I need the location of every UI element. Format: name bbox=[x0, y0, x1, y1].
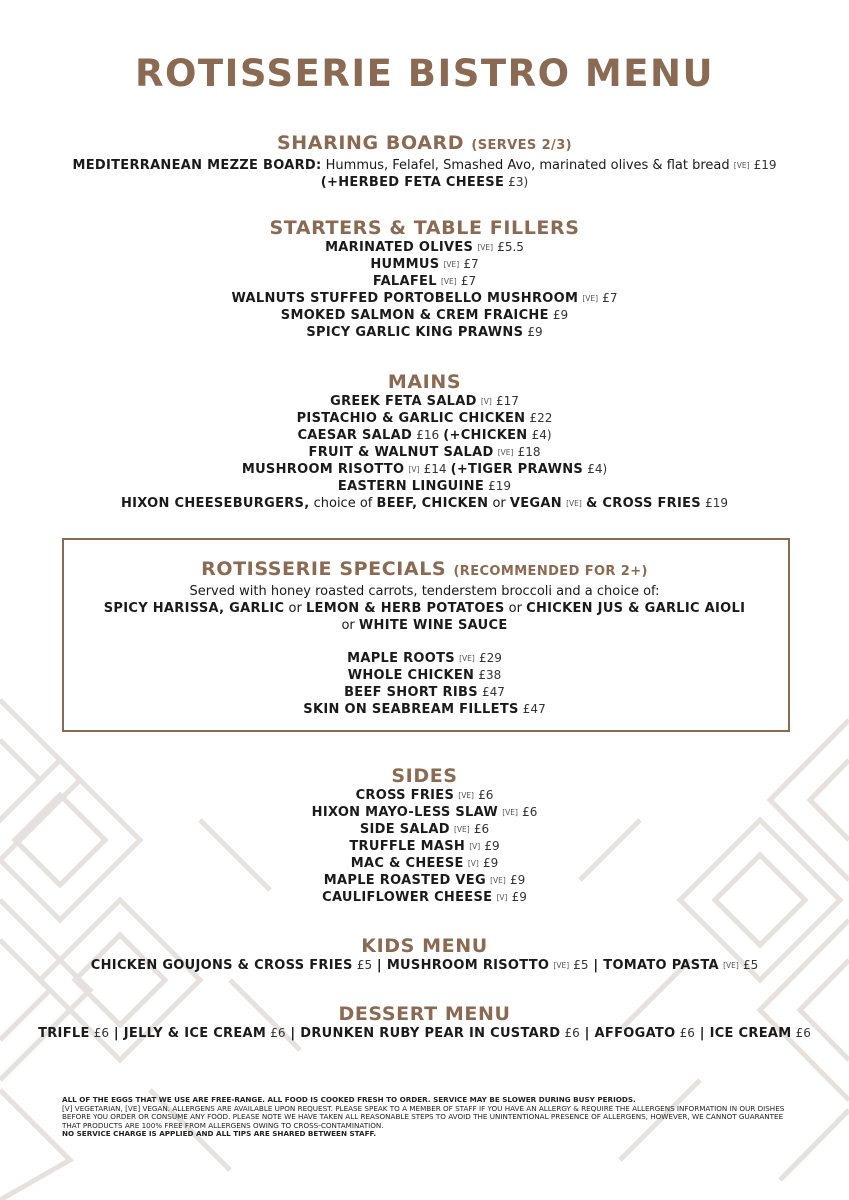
item-price: £14 bbox=[423, 462, 447, 476]
item-name: MAC & CHEESE bbox=[350, 856, 464, 871]
menu-item bbox=[0, 495, 849, 512]
item-name: FALAFEL bbox=[372, 274, 437, 289]
menu-item bbox=[0, 701, 849, 718]
item-name: ICE CREAM bbox=[709, 1026, 792, 1041]
item-tag: [VE] bbox=[477, 243, 494, 252]
item-price: £17 bbox=[495, 394, 519, 408]
menu-item bbox=[0, 157, 849, 174]
item-price: £6 bbox=[564, 1026, 580, 1040]
item-tag: [VE] bbox=[582, 294, 599, 303]
item-name: PISTACHIO & GARLIC CHICKEN bbox=[296, 411, 526, 426]
section-heading: MAINS bbox=[387, 371, 462, 393]
item-separator: | bbox=[588, 958, 604, 973]
item-name: MUSHROOM RISOTTO bbox=[241, 462, 405, 477]
kids-items bbox=[0, 957, 849, 974]
menu-item bbox=[0, 804, 849, 821]
item-price: £6 bbox=[795, 1026, 811, 1040]
item-tag: [VE] bbox=[440, 277, 457, 286]
footer-line: NO SERVICE CHARGE IS APPLIED AND ALL TIPS ARE SHARED BETWEEN STAFF. bbox=[62, 1129, 377, 1139]
heading-text: SHARING BOARD bbox=[277, 132, 465, 154]
item-price: £5 bbox=[742, 958, 759, 972]
page-title: ROTISSERIE BISTRO MENU bbox=[134, 52, 715, 95]
item-price: £5 bbox=[356, 958, 373, 972]
section-heading: KIDS MENU bbox=[361, 935, 488, 957]
item-price: £6 bbox=[522, 805, 538, 819]
item-price: £47 bbox=[522, 702, 546, 716]
section-heading: DESSERT MENU bbox=[338, 1003, 511, 1025]
item-price: £9 bbox=[482, 856, 499, 870]
item-name: JELLY & ICE CREAM bbox=[123, 1026, 267, 1041]
menu-item bbox=[0, 650, 849, 667]
item-name: AFFOGATO bbox=[594, 1026, 676, 1041]
menu-item bbox=[0, 684, 849, 701]
item-price: £3) bbox=[508, 175, 529, 189]
item-name: TOMATO PASTA bbox=[603, 958, 719, 973]
option: LEMON & HERB POTATOES bbox=[305, 601, 505, 616]
item-price: £29 bbox=[478, 651, 502, 665]
section-mains bbox=[0, 371, 849, 512]
item-tag: [VE] bbox=[490, 876, 506, 885]
item-name: MAPLE ROOTS bbox=[347, 651, 455, 666]
item-extra-price: £4) bbox=[531, 428, 552, 442]
item-name: EASTERN LINGUINE bbox=[337, 479, 485, 494]
dessert-items bbox=[0, 1025, 849, 1042]
option: WHITE WINE SAUCE bbox=[358, 618, 508, 633]
option: SPICY HARISSA, GARLIC bbox=[103, 601, 285, 616]
item-price: £19 bbox=[488, 479, 512, 493]
item-price: £7 bbox=[460, 274, 477, 288]
section-dessert-menu bbox=[0, 1003, 849, 1042]
item-price: £38 bbox=[478, 668, 502, 682]
heading-sub: (SERVES 2/3) bbox=[471, 138, 572, 153]
item-price: £5.5 bbox=[497, 240, 524, 254]
item-tag: [VE] bbox=[502, 808, 518, 817]
item-tag: [VE] bbox=[443, 260, 460, 269]
heading-sub: (RECOMMENDED FOR 2+) bbox=[453, 564, 648, 579]
menu-item bbox=[0, 307, 849, 324]
item-name: MUSHROOM RISOTTO bbox=[386, 958, 550, 973]
item-name: WHOLE CHICKEN bbox=[347, 668, 475, 683]
item-price: £47 bbox=[482, 685, 505, 699]
footer-line: [V] VEGETARIAN, [VE] VEGAN. ALLERGENS ARE AVAILABLE UPON REQUEST. PLEASE SPEAK TO A MEMBER OF STAFF IF YOU HAVE AN ALLERGY & REQUIRE THE ALLERGENS INFORMATION IN OUR DISHES BEFORE YOU ORDER OR CONSUME ANY FOOD. PLEASE NOTE WE HAVE TAKEN ALL REASONABLE STEPS TO AVOID THE UNINTENTIONAL PRESENCE OF ALLERGENS, HOWEVER, WE CANNOT GUARANTEE THAT PRODUCTS ARE 100% FREE FROM ALLERGENS OWING TO CROSS-CONTAMINATION. bbox=[62, 1103, 785, 1130]
item-price: £7 bbox=[463, 257, 479, 271]
menu-item bbox=[0, 787, 849, 804]
item-price: £19 bbox=[753, 158, 777, 172]
item-name: SMOKED SALMON & CREM FRAICHE bbox=[280, 308, 549, 323]
item-price: £9 bbox=[527, 325, 543, 339]
item-tag: [V] bbox=[408, 465, 420, 474]
item-price: £5 bbox=[573, 958, 589, 972]
menu-item bbox=[0, 872, 849, 889]
option-or: or bbox=[508, 601, 522, 616]
item-tag: [VE] bbox=[459, 654, 475, 663]
footer-line: ALL OF THE EGGS THAT WE USE ARE FREE-RANGE. ALL FOOD IS COOKED FRESH TO ORDER. SERVICE MAY BE SLOWER DURING BUSY PERIODS. bbox=[62, 1095, 636, 1104]
item-option: CHICKEN bbox=[421, 496, 489, 511]
item-tag: [VE] bbox=[566, 499, 582, 508]
item-name: CHICKEN GOUJONS & CROSS FRIES bbox=[90, 958, 353, 973]
menu-item bbox=[0, 393, 849, 410]
item-name: HIXON MAYO-LESS SLAW bbox=[311, 805, 499, 820]
item-tag: [VE] bbox=[553, 961, 570, 970]
specials-options bbox=[0, 600, 849, 617]
menu-item bbox=[0, 410, 849, 427]
item-text: choice of bbox=[313, 496, 373, 511]
sides-list bbox=[0, 787, 849, 906]
item-name: HIXON CHEESEBURGERS, bbox=[120, 496, 310, 511]
item-name: CAESAR SALAD bbox=[297, 428, 413, 443]
item-price: £6 bbox=[478, 788, 494, 802]
item-option: VEGAN bbox=[509, 496, 562, 511]
item-price: £6 bbox=[473, 822, 490, 836]
item-name: DRUNKEN RUBY PEAR IN CUSTARD bbox=[300, 1026, 561, 1041]
item-tag: [V] bbox=[480, 397, 492, 406]
section-heading: SIDES bbox=[391, 765, 458, 787]
heading-text: ROTISSERIE SPECIALS bbox=[201, 558, 447, 580]
item-tag: [VE] bbox=[733, 161, 750, 170]
section-rotisserie-specials bbox=[0, 558, 849, 718]
item-name: MARINATED OLIVES bbox=[325, 240, 474, 255]
specials-options bbox=[0, 617, 849, 634]
menu-item bbox=[0, 256, 849, 273]
item-name: CROSS FRIES bbox=[355, 788, 455, 803]
item-name: TRIFLE bbox=[38, 1026, 90, 1041]
item-tag: [VE] bbox=[723, 961, 739, 970]
item-separator: | bbox=[285, 1026, 301, 1041]
menu-item bbox=[0, 427, 849, 444]
item-separator: | bbox=[579, 1026, 595, 1041]
specials-list bbox=[0, 650, 849, 718]
menu-item bbox=[0, 290, 849, 307]
item-name: (+HERBED FETA CHEESE bbox=[320, 175, 505, 190]
item-name: FRUIT & WALNUT SALAD bbox=[308, 445, 494, 460]
item-name: BEEF SHORT RIBS bbox=[344, 685, 478, 700]
item-name: SPICY GARLIC KING PRAWNS bbox=[306, 325, 524, 340]
section-sides bbox=[0, 765, 849, 906]
section-kids-menu bbox=[0, 935, 849, 974]
item-name: WALNUTS STUFFED PORTOBELLO MUSHROOM bbox=[231, 291, 579, 306]
item-tag: [V] bbox=[467, 859, 479, 868]
item-price: £7 bbox=[602, 291, 618, 305]
section-heading: STARTERS & TABLE FILLERS bbox=[269, 217, 580, 239]
menu-item bbox=[0, 478, 849, 495]
section-heading bbox=[0, 558, 849, 583]
item-tag: [VE] bbox=[497, 448, 514, 457]
item-name: GREEK FETA SALAD bbox=[330, 394, 477, 409]
item-price: £6 bbox=[679, 1026, 695, 1040]
item-separator: | bbox=[372, 958, 387, 973]
item-option: BEEF, bbox=[376, 496, 418, 511]
menu-item bbox=[0, 821, 849, 838]
section-starters bbox=[0, 217, 849, 341]
menu-item bbox=[0, 667, 849, 684]
menu-item bbox=[0, 461, 849, 478]
item-extra: (+CHICKEN bbox=[443, 428, 528, 443]
item-price: £16 bbox=[416, 428, 440, 442]
footer-notes bbox=[62, 1096, 802, 1139]
item-name: MAPLE ROASTED VEG bbox=[323, 873, 486, 888]
menu-item bbox=[0, 239, 849, 256]
section-sharing-board bbox=[0, 132, 849, 191]
item-name: TRUFFLE MASH bbox=[349, 839, 466, 854]
item-name: HUMMUS bbox=[370, 257, 440, 272]
menu-item bbox=[0, 889, 849, 906]
item-separator: | bbox=[109, 1026, 124, 1041]
item-extra: (+TIGER PRAWNS bbox=[450, 462, 584, 477]
item-extra-price: £4) bbox=[587, 462, 608, 476]
specials-intro: Served with honey roasted carrots, tenderstem broccoli and a choice of: bbox=[189, 584, 660, 599]
item-option: & CROSS FRIES bbox=[585, 496, 701, 511]
item-price: £6 bbox=[93, 1026, 110, 1040]
menu-item-extra bbox=[0, 174, 849, 191]
item-tag: [VE] bbox=[458, 791, 474, 800]
item-price: £6 bbox=[270, 1026, 286, 1040]
item-text: or bbox=[492, 496, 506, 511]
item-name: MEDITERRANEAN MEZZE BOARD: bbox=[72, 158, 322, 173]
item-name: CAULIFLOWER CHEESE bbox=[322, 890, 493, 905]
item-description: Hummus, Felafel, Smashed Avo, marinated olives & flat bread bbox=[325, 158, 730, 173]
item-tag: [VE] bbox=[453, 825, 470, 834]
option-or: or bbox=[341, 618, 355, 633]
starters-list bbox=[0, 239, 849, 341]
option: CHICKEN JUS & GARLIC AIOLI bbox=[526, 601, 746, 616]
item-price: £9 bbox=[509, 873, 526, 887]
menu-item bbox=[0, 838, 849, 855]
menu-item bbox=[0, 273, 849, 290]
item-tag: [V] bbox=[469, 842, 481, 851]
menu-item bbox=[0, 324, 849, 341]
item-name: SIDE SALAD bbox=[359, 822, 450, 837]
menu-item bbox=[0, 444, 849, 461]
section-heading bbox=[0, 132, 849, 157]
option-or: or bbox=[288, 601, 302, 616]
item-price: £9 bbox=[484, 839, 500, 853]
menu-item bbox=[0, 855, 849, 872]
item-price: £9 bbox=[511, 890, 527, 904]
item-tag: [V] bbox=[496, 893, 508, 902]
item-price: £22 bbox=[529, 411, 553, 425]
item-price: £19 bbox=[705, 496, 729, 510]
item-name: SKIN ON SEABREAM FILLETS bbox=[303, 702, 519, 717]
item-separator: | bbox=[694, 1026, 710, 1041]
item-price: £18 bbox=[517, 445, 541, 459]
item-price: £9 bbox=[552, 308, 569, 322]
